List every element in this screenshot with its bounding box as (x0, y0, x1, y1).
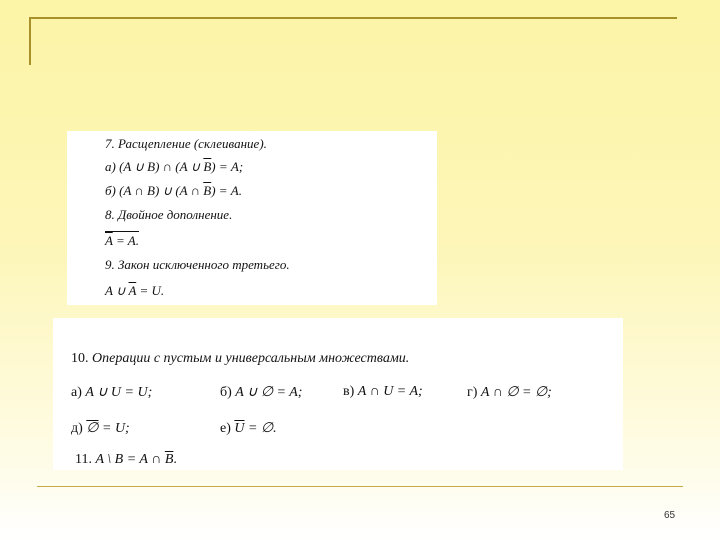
footer-divider (37, 486, 683, 487)
item7-title: 7. Расщепление (склеивание). (105, 136, 267, 151)
item7a-formula: а) (A ∪ B) ∩ (A ∪ $\overline{B}) = A$; (105, 159, 244, 174)
item10-heading: 10. Операции с пустым и универсальным множествами. (71, 351, 410, 366)
item9-formula: A ∪ $\overline{A} = U$. (105, 283, 165, 298)
page-number: 65 (664, 510, 676, 521)
item10g-formula: г) A ∩ ∅ = ∅; (467, 385, 552, 400)
item10b-formula: б) A ∪ ∅ = A; (220, 385, 303, 400)
item11-formula: 11. A \ B = A ∩ $\overline{B}$. (75, 452, 177, 467)
item8-title: 8. Двойное дополнение. (105, 207, 233, 222)
item10v-formula: в) A ∩ U = A; (343, 384, 423, 399)
content-box-lower (53, 318, 623, 470)
item10a-formula: а) A ∪ U = U; (71, 385, 153, 400)
frame-top-line (29, 17, 677, 19)
item10e-formula: е) $\overline{U}$ = ∅. (220, 421, 277, 436)
item10d-formula: д) ∅ = U; (71, 421, 130, 436)
item8-formula: $\overline{A} = A$. (105, 233, 139, 248)
content-box-upper (67, 131, 437, 305)
item7b-formula: б) (A ∩ B) ∪ (A ∩ $\overline{B}) = A$. (105, 183, 242, 198)
frame-left-line (29, 17, 31, 65)
item9-title: 9. Закон исключенного третьего. (105, 257, 290, 272)
